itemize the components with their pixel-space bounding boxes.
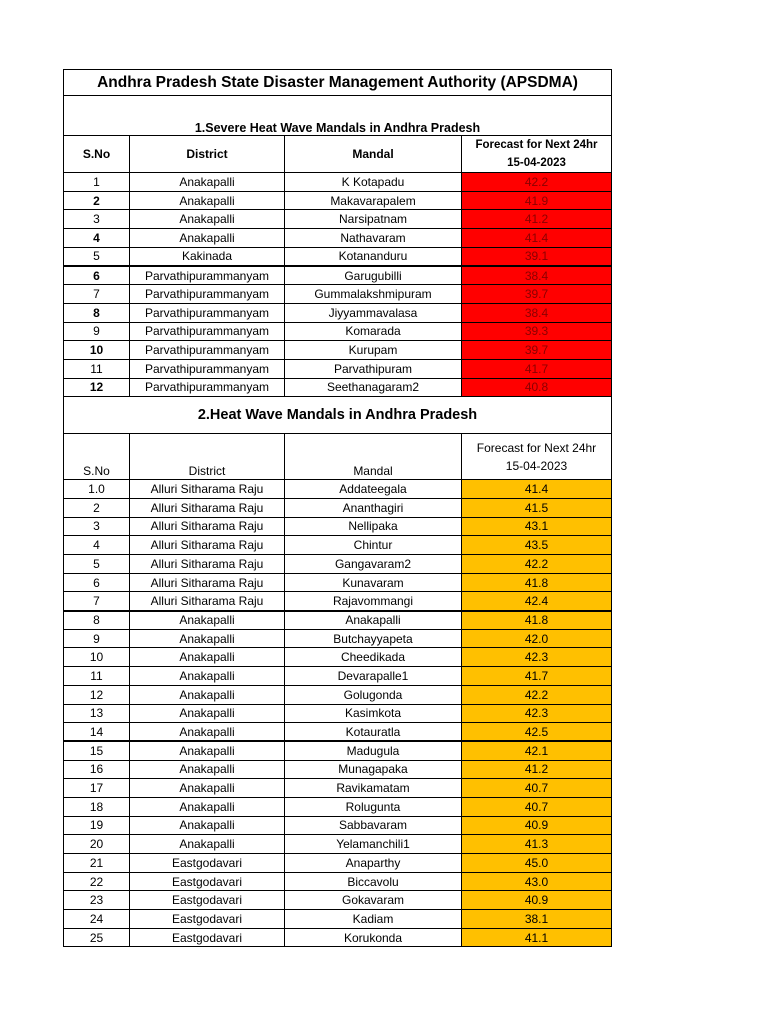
row-forecast-value: 39.3 xyxy=(462,322,612,341)
row-sno: 10 xyxy=(64,648,130,667)
row-sno: 3 xyxy=(64,517,130,536)
row-district: Parvathipurammanyam xyxy=(130,285,285,304)
row-district: Eastgodavari xyxy=(130,928,285,947)
row-district: Anakapalli xyxy=(130,173,285,192)
table-row xyxy=(64,928,612,947)
row-mandal: Gummalakshmipuram xyxy=(285,285,462,304)
header-forecast xyxy=(462,434,612,480)
row-mandal: Nellipaka xyxy=(285,517,462,536)
section2-rows xyxy=(64,480,612,947)
row-sno: 3 xyxy=(64,210,130,229)
row-sno: 13 xyxy=(64,704,130,723)
table-row xyxy=(64,704,612,723)
row-forecast-value: 43.0 xyxy=(462,872,612,891)
header-forecast-date: 15-04-2023 xyxy=(507,157,566,169)
row-district: Eastgodavari xyxy=(130,891,285,910)
header-forecast xyxy=(462,136,612,173)
table-row xyxy=(64,555,612,574)
table-row xyxy=(64,536,612,555)
row-forecast-value: 42.2 xyxy=(462,555,612,574)
row-forecast-value: 38.1 xyxy=(462,910,612,929)
row-forecast-value: 41.1 xyxy=(462,928,612,947)
row-district: Anakapalli xyxy=(130,191,285,210)
row-forecast-value: 42.0 xyxy=(462,629,612,648)
row-mandal: Anaparthy xyxy=(285,854,462,873)
table-row xyxy=(64,378,612,397)
heat-wave-report-sheet xyxy=(63,69,611,947)
row-sno: 24 xyxy=(64,910,130,929)
row-mandal: Kotauratla xyxy=(285,723,462,742)
row-mandal: Gokavaram xyxy=(285,891,462,910)
row-forecast-value: 40.8 xyxy=(462,378,612,397)
row-sno: 12 xyxy=(64,378,130,397)
header-district: District xyxy=(130,136,285,173)
row-district: Parvathipurammanyam xyxy=(130,303,285,322)
row-mandal: Golugonda xyxy=(285,685,462,704)
row-district: Alluri Sitharama Raju xyxy=(130,517,285,536)
row-forecast-value: 43.1 xyxy=(462,517,612,536)
row-mandal: Anakapalli xyxy=(285,611,462,630)
row-sno: 25 xyxy=(64,928,130,947)
row-district: Anakapalli xyxy=(130,723,285,742)
row-forecast-value: 41.3 xyxy=(462,835,612,854)
table-row xyxy=(64,303,612,322)
row-sno: 19 xyxy=(64,816,130,835)
header-forecast-label: Forecast for Next 24hr xyxy=(475,139,598,151)
row-forecast-value: 42.3 xyxy=(462,648,612,667)
row-sno: 10 xyxy=(64,341,130,360)
row-mandal: Komarada xyxy=(285,322,462,341)
row-mandal: Jiyyammavalasa xyxy=(285,303,462,322)
row-district: Anakapalli xyxy=(130,611,285,630)
table-row xyxy=(64,611,612,630)
table-row xyxy=(64,685,612,704)
row-district: Parvathipurammanyam xyxy=(130,341,285,360)
row-mandal: Nathavaram xyxy=(285,229,462,248)
table-row xyxy=(64,760,612,779)
row-district: Anakapalli xyxy=(130,741,285,760)
table-row xyxy=(64,229,612,248)
row-mandal: Sabbavaram xyxy=(285,816,462,835)
row-mandal: Devarapalle1 xyxy=(285,667,462,686)
table-row xyxy=(64,266,612,285)
row-district: Anakapalli xyxy=(130,685,285,704)
table-row xyxy=(64,247,612,266)
row-sno: 9 xyxy=(64,629,130,648)
blank-spacer-row xyxy=(64,96,612,122)
table-row xyxy=(64,854,612,873)
header-district: District xyxy=(130,434,285,480)
table-row xyxy=(64,210,612,229)
row-forecast-value: 42.2 xyxy=(462,685,612,704)
row-sno: 12 xyxy=(64,685,130,704)
row-mandal: Parvathipuram xyxy=(285,359,462,378)
row-sno: 22 xyxy=(64,872,130,891)
row-sno: 17 xyxy=(64,779,130,798)
row-sno: 14 xyxy=(64,723,130,742)
report-title: Andhra Pradesh State Disaster Management Authority (APSDMA) xyxy=(64,70,612,96)
section1-heading: 1.Severe Heat Wave Mandals in Andhra Pradesh xyxy=(64,121,612,136)
row-mandal: Ravikamatam xyxy=(285,779,462,798)
row-district: Anakapalli xyxy=(130,797,285,816)
row-district: Alluri Sitharama Raju xyxy=(130,536,285,555)
row-sno: 6 xyxy=(64,573,130,592)
row-sno: 9 xyxy=(64,322,130,341)
row-mandal: Ananthagiri xyxy=(285,498,462,517)
row-sno: 2 xyxy=(64,191,130,210)
row-mandal: Biccavolu xyxy=(285,872,462,891)
row-district: Anakapalli xyxy=(130,760,285,779)
row-district: Parvathipurammanyam xyxy=(130,359,285,378)
row-sno: 4 xyxy=(64,229,130,248)
table-row xyxy=(64,359,612,378)
section1-header-row xyxy=(64,136,612,173)
row-mandal: Chintur xyxy=(285,536,462,555)
row-district: Alluri Sitharama Raju xyxy=(130,480,285,499)
row-district: Anakapalli xyxy=(130,816,285,835)
row-mandal: Kurupam xyxy=(285,341,462,360)
table-row xyxy=(64,498,612,517)
table-row xyxy=(64,891,612,910)
row-mandal: Makavarapalem xyxy=(285,191,462,210)
row-district: Eastgodavari xyxy=(130,872,285,891)
row-district: Anakapalli xyxy=(130,210,285,229)
table-row xyxy=(64,667,612,686)
table-row xyxy=(64,872,612,891)
row-district: Kakinada xyxy=(130,247,285,266)
row-forecast-value: 42.3 xyxy=(462,704,612,723)
row-mandal: Korukonda xyxy=(285,928,462,947)
row-sno: 5 xyxy=(64,247,130,266)
header-forecast-label: Forecast for Next 24hr xyxy=(476,440,597,455)
row-sno: 4 xyxy=(64,536,130,555)
row-district: Alluri Sitharama Raju xyxy=(130,573,285,592)
row-forecast-value: 40.7 xyxy=(462,797,612,816)
section2-heading: 2.Heat Wave Mandals in Andhra Pradesh xyxy=(64,397,612,434)
table-row xyxy=(64,910,612,929)
row-district: Anakapalli xyxy=(130,648,285,667)
row-forecast-value: 41.9 xyxy=(462,191,612,210)
row-district: Anakapalli xyxy=(130,779,285,798)
table-row xyxy=(64,629,612,648)
row-district: Parvathipurammanyam xyxy=(130,266,285,285)
row-forecast-value: 41.7 xyxy=(462,667,612,686)
table-row xyxy=(64,723,612,742)
row-mandal: Madugula xyxy=(285,741,462,760)
table-row xyxy=(64,592,612,611)
header-mandal: Mandal xyxy=(285,136,462,173)
row-mandal: Kadiam xyxy=(285,910,462,929)
row-mandal: Munagapaka xyxy=(285,760,462,779)
row-mandal: Kasimkota xyxy=(285,704,462,723)
row-forecast-value: 40.9 xyxy=(462,816,612,835)
header-sno: S.No xyxy=(64,136,130,173)
row-sno: 8 xyxy=(64,303,130,322)
table-row xyxy=(64,517,612,536)
row-sno: 21 xyxy=(64,854,130,873)
row-forecast-value: 38.4 xyxy=(462,266,612,285)
table-row xyxy=(64,741,612,760)
header-sno: S.No xyxy=(64,434,130,480)
table-row xyxy=(64,480,612,499)
row-sno: 18 xyxy=(64,797,130,816)
row-district: Anakapalli xyxy=(130,667,285,686)
table-row xyxy=(64,191,612,210)
row-forecast-value: 39.1 xyxy=(462,247,612,266)
row-sno: 7 xyxy=(64,285,130,304)
section2-header-row xyxy=(64,434,612,480)
row-forecast-value: 41.5 xyxy=(462,498,612,517)
row-forecast-value: 41.2 xyxy=(462,760,612,779)
row-mandal: Seethanagaram2 xyxy=(285,378,462,397)
row-mandal: Kunavaram xyxy=(285,573,462,592)
header-forecast-date: 15-04-2023 xyxy=(505,458,568,473)
row-mandal: Butchayyapeta xyxy=(285,629,462,648)
row-mandal: Cheedikada xyxy=(285,648,462,667)
row-district: Anakapalli xyxy=(130,704,285,723)
table-row xyxy=(64,573,612,592)
row-sno: 20 xyxy=(64,835,130,854)
table-row xyxy=(64,835,612,854)
row-district: Parvathipurammanyam xyxy=(130,378,285,397)
row-sno: 5 xyxy=(64,555,130,574)
row-forecast-value: 41.7 xyxy=(462,359,612,378)
row-sno: 2 xyxy=(64,498,130,517)
row-sno: 8 xyxy=(64,611,130,630)
row-sno: 15 xyxy=(64,741,130,760)
row-mandal: Rajavommangi xyxy=(285,592,462,611)
row-forecast-value: 45.0 xyxy=(462,854,612,873)
row-forecast-value: 40.9 xyxy=(462,891,612,910)
row-mandal: Rolugunta xyxy=(285,797,462,816)
section1-rows xyxy=(64,173,612,397)
table-row xyxy=(64,797,612,816)
row-forecast-value: 42.4 xyxy=(462,592,612,611)
row-sno: 1.0 xyxy=(64,480,130,499)
table-row xyxy=(64,816,612,835)
row-district: Alluri Sitharama Raju xyxy=(130,592,285,611)
row-mandal: Yelamanchili1 xyxy=(285,835,462,854)
row-district: Anakapalli xyxy=(130,629,285,648)
table-row xyxy=(64,322,612,341)
row-sno: 6 xyxy=(64,266,130,285)
table-row xyxy=(64,779,612,798)
table-row xyxy=(64,285,612,304)
row-district: Parvathipurammanyam xyxy=(130,322,285,341)
table-row xyxy=(64,648,612,667)
row-mandal: Gangavaram2 xyxy=(285,555,462,574)
row-forecast-value: 41.2 xyxy=(462,210,612,229)
row-district: Alluri Sitharama Raju xyxy=(130,555,285,574)
row-forecast-value: 41.8 xyxy=(462,611,612,630)
header-mandal: Mandal xyxy=(285,434,462,480)
row-sno: 16 xyxy=(64,760,130,779)
row-forecast-value: 42.5 xyxy=(462,723,612,742)
row-forecast-value: 42.1 xyxy=(462,741,612,760)
row-sno: 11 xyxy=(64,359,130,378)
row-forecast-value: 43.5 xyxy=(462,536,612,555)
row-district: Alluri Sitharama Raju xyxy=(130,498,285,517)
row-sno: 1 xyxy=(64,173,130,192)
row-mandal: K Kotapadu xyxy=(285,173,462,192)
row-sno: 11 xyxy=(64,667,130,686)
table-row xyxy=(64,341,612,360)
row-forecast-value: 39.7 xyxy=(462,285,612,304)
row-forecast-value: 41.4 xyxy=(462,229,612,248)
row-forecast-value: 41.8 xyxy=(462,573,612,592)
row-mandal: Narsipatnam xyxy=(285,210,462,229)
row-forecast-value: 39.7 xyxy=(462,341,612,360)
row-mandal: Addateegala xyxy=(285,480,462,499)
row-sno: 23 xyxy=(64,891,130,910)
row-district: Eastgodavari xyxy=(130,910,285,929)
row-district: Anakapalli xyxy=(130,229,285,248)
row-forecast-value: 42.2 xyxy=(462,173,612,192)
row-mandal: Kotananduru xyxy=(285,247,462,266)
row-sno: 7 xyxy=(64,592,130,611)
row-forecast-value: 38.4 xyxy=(462,303,612,322)
row-mandal: Garugubilli xyxy=(285,266,462,285)
table-row xyxy=(64,173,612,192)
heat-wave-table xyxy=(63,69,612,947)
row-district: Eastgodavari xyxy=(130,854,285,873)
row-forecast-value: 41.4 xyxy=(462,480,612,499)
row-district: Anakapalli xyxy=(130,835,285,854)
row-forecast-value: 40.7 xyxy=(462,779,612,798)
